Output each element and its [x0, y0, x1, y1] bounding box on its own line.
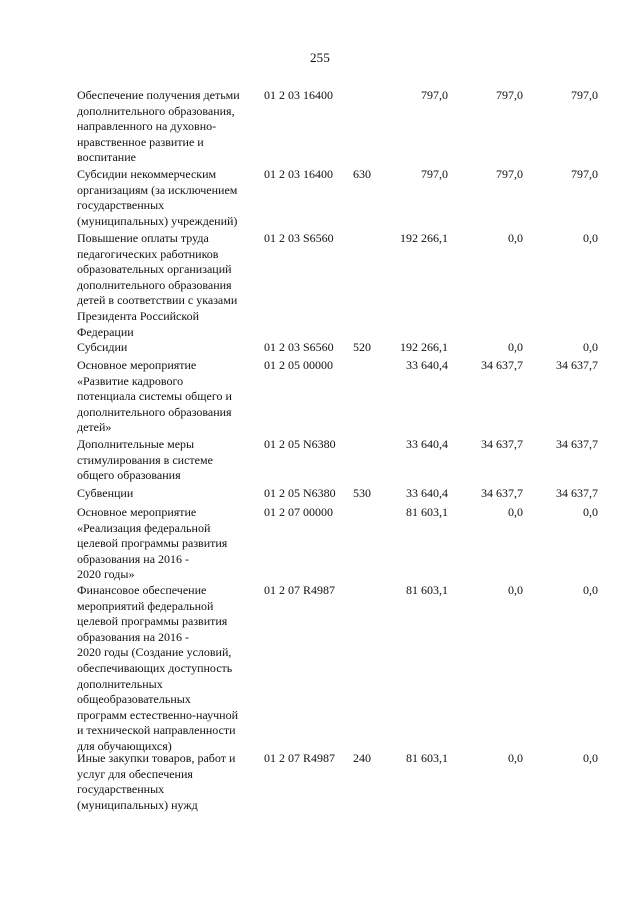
row-code: 01 2 03 S6560: [264, 231, 334, 245]
row-value-1: 33 640,4: [406, 437, 448, 451]
row-value-3: 34 637,7: [556, 358, 598, 372]
row-value-2: 34 637,7: [481, 437, 523, 451]
row-value-3: 797,0: [571, 167, 598, 181]
row-value-2: 34 637,7: [481, 358, 523, 372]
row-value-3: 0,0: [583, 583, 598, 597]
row-name: Дополнительные меры стимулирования в системе общего образования: [77, 437, 213, 483]
row-value-3: 34 637,7: [556, 486, 598, 500]
row-value-1: 81 603,1: [406, 505, 448, 519]
row-expense-type: 530: [353, 486, 371, 500]
row-value-2: 0,0: [508, 340, 523, 354]
page-number: 255: [309, 50, 331, 65]
row-value-1: 797,0: [421, 88, 448, 102]
row-value-3: 0,0: [583, 505, 598, 519]
row-value-3: 34 637,7: [556, 437, 598, 451]
row-name: Повышение оплаты труда педагогических работников образовательных организаций дополнительного образования детей в соответствии с указами Президента Российской Федерации: [77, 231, 238, 339]
row-code: 01 2 03 S6560: [264, 340, 334, 354]
row-value-2: 0,0: [508, 505, 523, 519]
row-value-2: 34 637,7: [481, 486, 523, 500]
row-name: Основное мероприятие «Развитие кадрового потенциала системы общего и дополнительного образования детей»: [77, 358, 232, 435]
row-code: 01 2 05 00000: [264, 358, 333, 372]
row-code: 01 2 05 N6380: [264, 486, 336, 500]
row-value-2: 797,0: [496, 167, 523, 181]
row-name: Субсидии: [77, 340, 128, 354]
row-expense-type: 520: [353, 340, 371, 354]
row-value-1: 33 640,4: [406, 358, 448, 372]
row-value-1: 192 266,1: [400, 231, 448, 245]
row-code: 01 2 07 00000: [264, 505, 333, 519]
row-value-2: 0,0: [508, 751, 523, 765]
row-value-2: 0,0: [508, 231, 523, 245]
row-name: Обеспечение получения детьми дополнительного образования, направленного на духовно- нравственное развитие и воспитание: [77, 88, 240, 165]
row-value-2: 797,0: [496, 88, 523, 102]
row-value-1: 797,0: [421, 167, 448, 181]
row-value-1: 192 266,1: [400, 340, 448, 354]
row-name: Субвенции: [77, 486, 134, 500]
row-code: 01 2 03 16400: [264, 167, 333, 181]
row-code: 01 2 05 N6380: [264, 437, 336, 451]
row-value-3: 0,0: [583, 340, 598, 354]
row-expense-type: 240: [353, 751, 371, 765]
row-expense-type: 630: [353, 167, 371, 181]
row-name: Иные закупки товаров, работ и услуг для обеспечения государственных (муниципальных) нужд: [77, 751, 236, 812]
row-value-1: 33 640,4: [406, 486, 448, 500]
row-value-1: 81 603,1: [406, 751, 448, 765]
row-name: Основное мероприятие «Реализация федеральной целевой программы развития образования на 2016 - 2020 годы»: [77, 505, 228, 582]
row-name: Субсидии некоммерческим организациям (за исключением государственных (муниципальных) учреждений): [77, 167, 238, 228]
row-value-2: 0,0: [508, 583, 523, 597]
row-value-3: 797,0: [571, 88, 598, 102]
row-code: 01 2 07 R4987: [264, 583, 336, 597]
row-code: 01 2 07 R4987: [264, 751, 336, 765]
row-value-3: 0,0: [583, 751, 598, 765]
row-code: 01 2 03 16400: [264, 88, 333, 102]
row-name: Финансовое обеспечение мероприятий федеральной целевой программы развития образования на 2016 - 2020 годы (Создание условий, обеспечивающих доступность дополнительных общеобразовательных программ естественно-научной и технической направленности для обучающихся): [77, 583, 239, 753]
row-value-3: 0,0: [583, 231, 598, 245]
row-value-1: 81 603,1: [406, 583, 448, 597]
